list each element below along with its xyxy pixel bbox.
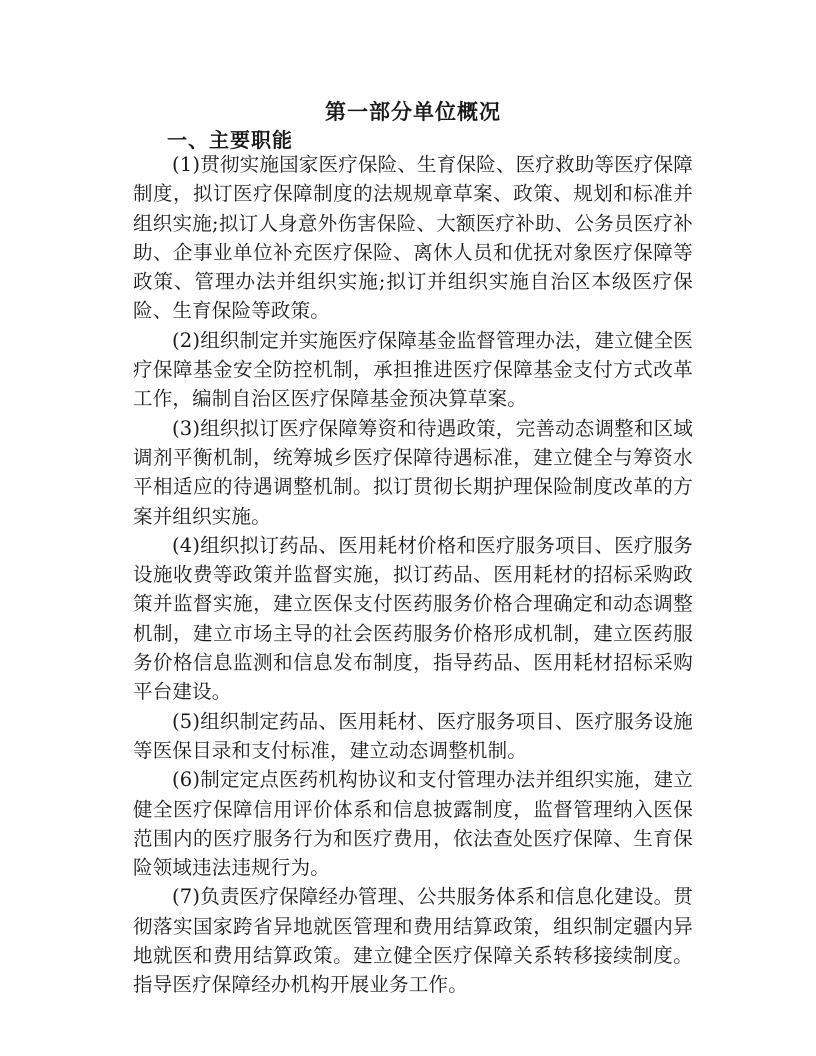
- paragraph-4: (4)组织拟订药品、医用耗材价格和医疗服务项目、医疗服务设施收费等政策并监督实施，拟订药品、医用耗材的招标采购政策并监督实施，建立医保支付医药服务价格合理确定和动态调整机制，建立市场主导的社会医药服务价格形成机制，建立医药服务价格信息监测和信息发布制度，指导药品、医用耗材招标采购平台建设。: [133, 533, 693, 704]
- paragraph-5: (5)组织制定药品、医用耗材、医疗服务项目、医疗服务设施等医保目录和支付标准，建立动态调整机制。: [133, 709, 693, 762]
- page-title: 第一部分单位概况: [325, 100, 501, 124]
- document-body: [133, 150, 693, 1000]
- paragraph-7: (7)负责医疗保障经办管理、公共服务体系和信息化建设。贯彻落实国家跨省异地就医管理和费用结算政策，组织制定疆内异地就医和费用结算政策。建立健全医疗保障关系转移接续制度。指导医疗保障经办机构开展业务工作。: [133, 885, 693, 997]
- paragraph-3: (3)组织拟订医疗保障筹资和待遇政策，完善动态调整和区域调剂平衡机制，统筹城乡医疗保障待遇标准，建立健全与筹资水平相适应的待遇调整机制。拟订贯彻长期护理保险制度改革的方案并组织实施。: [133, 416, 693, 528]
- paragraph-2: (2)组织制定并实施医疗保障基金监督管理办法，建立健全医疗保障基金安全防控机制，承担推进医疗保障基金支付方式改革工作，编制自治区医疗保障基金预决算草案。: [133, 328, 693, 411]
- paragraph-6: (6)制定定点医药机构协议和支付管理办法并组织实施，建立健全医疗保障信用评价体系和信息披露制度，监督管理纳入医保范围内的医疗服务行为和医疗费用，依法查处医疗保障、生育保险领域违法违规行为。: [133, 768, 693, 880]
- paragraph-1: (1)贯彻实施国家医疗保险、生育保险、医疗救助等医疗保障制度，拟订医疗保障制度的法规规章草案、政策、规划和标准并组织实施;拟订人身意外伤害保险、大额医疗补助、公务员医疗补助、企事业单位补充医疗保险、离休人员和优抚对象医疗保障等政策、管理办法并组织实施;拟订并组织实施自治区本级医疗保险、生育保险等政策。: [133, 153, 693, 323]
- section-heading: 一、主要职能: [167, 128, 293, 152]
